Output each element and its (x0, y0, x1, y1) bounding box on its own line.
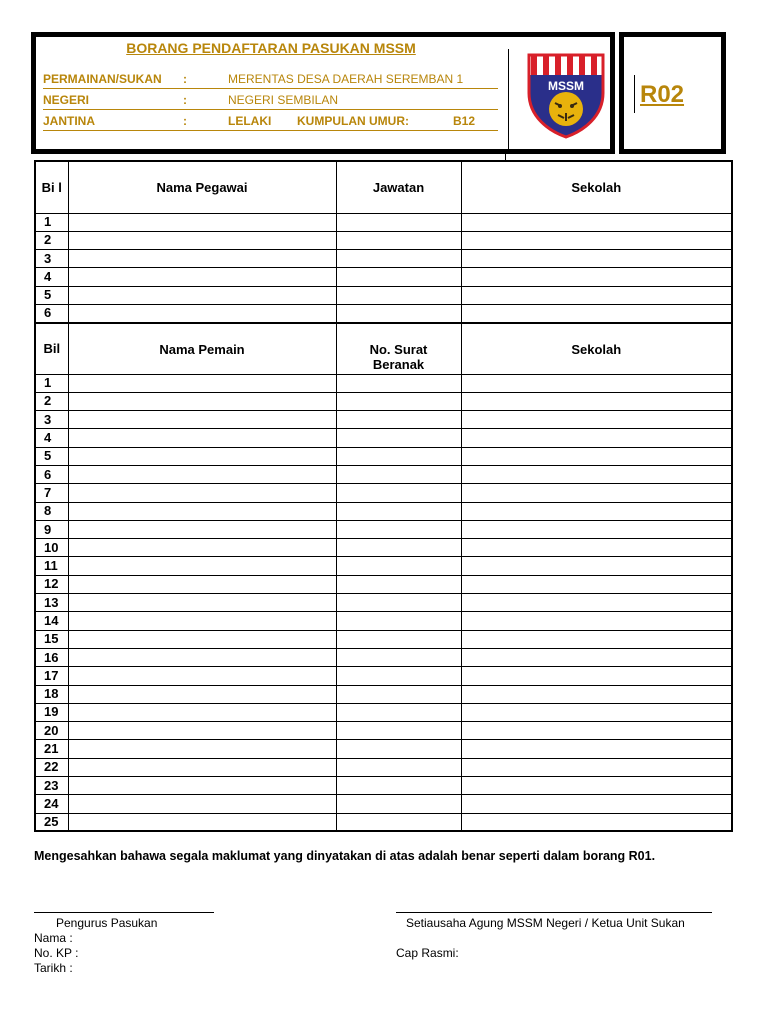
detail-cell[interactable] (336, 250, 461, 268)
header-label: NEGERI (43, 93, 90, 107)
officers-header-row (35, 161, 732, 213)
table-row (35, 758, 732, 776)
name-cell[interactable] (68, 411, 336, 429)
detail-cell[interactable] (336, 213, 461, 231)
row-number: 14 (35, 612, 68, 630)
school-cell[interactable] (461, 484, 732, 502)
mssm-shield-logo (527, 53, 605, 139)
name-cell[interactable] (68, 758, 336, 776)
school-cell[interactable] (461, 557, 732, 575)
detail-cell[interactable] (336, 429, 461, 447)
row-number: 10 (35, 539, 68, 557)
name-cell[interactable] (68, 250, 336, 268)
logo-text: MSSM (548, 79, 584, 93)
table-row (35, 594, 732, 612)
school-cell[interactable] (461, 286, 732, 304)
school-cell[interactable] (461, 392, 732, 410)
name-cell[interactable] (68, 268, 336, 286)
row-number: 12 (35, 575, 68, 593)
row-number: 2 (35, 392, 68, 410)
school-cell[interactable] (461, 250, 732, 268)
header-value: LELAKI (228, 114, 272, 128)
name-cell[interactable] (68, 813, 336, 831)
name-cell[interactable] (68, 429, 336, 447)
detail-cell[interactable] (336, 557, 461, 575)
table-row (35, 685, 732, 703)
table-row (35, 813, 732, 831)
detail-cell[interactable] (336, 594, 461, 612)
header-row-state (43, 92, 498, 110)
row-number: 24 (35, 795, 68, 813)
row-number: 8 (35, 502, 68, 520)
ic-number-field-label: No. KP : (34, 946, 79, 960)
column-header-player-name: Nama Pemain (68, 323, 336, 374)
header-label: JANTINA (43, 114, 96, 128)
header-label: PERMAINAN/SUKAN (43, 72, 162, 86)
row-number: 1 (35, 374, 68, 392)
age-group-value: B12 (453, 114, 476, 128)
table-row (35, 304, 732, 322)
column-header-position: Jawatan (336, 161, 461, 213)
name-cell[interactable] (68, 612, 336, 630)
row-number: 5 (35, 447, 68, 465)
school-cell[interactable] (461, 813, 732, 831)
detail-cell[interactable] (336, 304, 461, 322)
school-cell[interactable] (461, 722, 732, 740)
detail-cell[interactable] (336, 612, 461, 630)
form-title: BORANG PENDAFTARAN PASUKAN MSSM (126, 40, 416, 56)
school-cell[interactable] (461, 231, 732, 249)
detail-cell[interactable] (336, 667, 461, 685)
detail-cell[interactable] (336, 286, 461, 304)
column-header-birth-cert: No. Surat Beranak (336, 323, 461, 374)
school-cell[interactable] (461, 304, 732, 322)
name-cell[interactable] (68, 685, 336, 703)
table-row (35, 465, 732, 483)
header-value: NEGERI SEMBILAN (228, 93, 339, 107)
table-row (35, 250, 732, 268)
name-cell[interactable] (68, 648, 336, 666)
row-number: 7 (35, 484, 68, 502)
detail-cell[interactable] (336, 231, 461, 249)
row-number: 3 (35, 411, 68, 429)
school-cell[interactable] (461, 685, 732, 703)
code-divider (634, 75, 635, 113)
table-row (35, 392, 732, 410)
detail-cell[interactable] (336, 447, 461, 465)
form-code: R02 (640, 81, 685, 108)
name-cell[interactable] (68, 630, 336, 648)
row-number: 25 (35, 813, 68, 831)
name-field-label: Nama : (34, 931, 73, 945)
name-cell[interactable] (68, 667, 336, 685)
official-stamp-label: Cap Rasmi: (396, 946, 459, 960)
table-row (35, 411, 732, 429)
table-row (35, 502, 732, 520)
name-cell[interactable] (68, 722, 336, 740)
table-row (35, 667, 732, 685)
header-row-sport (43, 71, 498, 89)
team-manager-title: Pengurus Pasukan (56, 916, 158, 930)
detail-cell[interactable] (336, 777, 461, 795)
table-row (35, 231, 732, 249)
header-colon: : (183, 93, 187, 107)
table-row (35, 429, 732, 447)
row-number: 6 (35, 465, 68, 483)
school-cell[interactable] (461, 777, 732, 795)
table-row (35, 795, 732, 813)
row-number: 4 (35, 429, 68, 447)
detail-cell[interactable] (336, 268, 461, 286)
detail-cell[interactable] (336, 795, 461, 813)
header-divider (508, 49, 509, 149)
detail-cell[interactable] (336, 758, 461, 776)
school-cell[interactable] (461, 667, 732, 685)
table-row (35, 268, 732, 286)
row-number: 20 (35, 722, 68, 740)
school-cell[interactable] (461, 630, 732, 648)
table-row (35, 575, 732, 593)
secretary-title: Setiausaha Agung MSSM Negeri / Ketua Unit Sukan (406, 916, 685, 930)
table-row (35, 286, 732, 304)
row-number: 4 (35, 268, 68, 286)
school-cell[interactable] (461, 213, 732, 231)
name-cell[interactable] (68, 374, 336, 392)
school-cell[interactable] (461, 758, 732, 776)
name-cell[interactable] (68, 777, 336, 795)
table-row (35, 777, 732, 795)
school-cell[interactable] (461, 612, 732, 630)
form-header (31, 32, 615, 154)
row-number: 18 (35, 685, 68, 703)
row-number: 9 (35, 520, 68, 538)
right-signature-line (396, 912, 712, 913)
table-row (35, 557, 732, 575)
table-row (35, 539, 732, 557)
school-cell[interactable] (461, 411, 732, 429)
school-cell[interactable] (461, 447, 732, 465)
detail-cell[interactable] (336, 465, 461, 483)
age-group-label: KUMPULAN UMUR: (297, 114, 409, 128)
name-cell[interactable] (68, 484, 336, 502)
detail-cell[interactable] (336, 374, 461, 392)
detail-cell[interactable] (336, 722, 461, 740)
row-number: 3 (35, 250, 68, 268)
table-row (35, 630, 732, 648)
table-row (35, 484, 732, 502)
detail-cell[interactable] (336, 813, 461, 831)
detail-cell[interactable] (336, 520, 461, 538)
left-signature-line (34, 912, 214, 913)
school-cell[interactable] (461, 429, 732, 447)
name-cell[interactable] (68, 502, 336, 520)
table-row (35, 612, 732, 630)
players-table (34, 322, 733, 832)
row-number: 13 (35, 594, 68, 612)
row-number: 6 (35, 304, 68, 322)
school-cell[interactable] (461, 795, 732, 813)
school-cell[interactable] (461, 502, 732, 520)
school-cell[interactable] (461, 740, 732, 758)
school-cell[interactable] (461, 465, 732, 483)
school-cell[interactable] (461, 539, 732, 557)
name-cell[interactable] (68, 520, 336, 538)
school-cell[interactable] (461, 594, 732, 612)
school-cell[interactable] (461, 520, 732, 538)
column-header-officer-name: Nama Pegawai (68, 161, 336, 213)
name-cell[interactable] (68, 304, 336, 322)
table-row (35, 213, 732, 231)
table-row (35, 447, 732, 465)
header-row-gender (43, 113, 498, 131)
header-colon: : (183, 114, 187, 128)
school-cell[interactable] (461, 575, 732, 593)
name-cell[interactable] (68, 231, 336, 249)
officers-table (34, 160, 733, 324)
row-number: 15 (35, 630, 68, 648)
detail-cell[interactable] (336, 392, 461, 410)
date-field-label: Tarikh : (34, 961, 73, 975)
detail-cell[interactable] (336, 411, 461, 429)
name-cell[interactable] (68, 286, 336, 304)
column-header-school: Sekolah (461, 161, 732, 213)
name-cell[interactable] (68, 594, 336, 612)
table-row (35, 722, 732, 740)
name-cell[interactable] (68, 703, 336, 721)
row-number: 17 (35, 667, 68, 685)
row-number: 21 (35, 740, 68, 758)
certification-statement: Mengesahkan bahawa segala maklumat yang dinyatakan di atas adalah benar seperti dalam borang R01. (34, 849, 656, 863)
detail-cell[interactable] (336, 575, 461, 593)
school-cell[interactable] (461, 648, 732, 666)
detail-cell[interactable] (336, 685, 461, 703)
header-colon: : (183, 72, 187, 86)
name-cell[interactable] (68, 447, 336, 465)
school-cell[interactable] (461, 268, 732, 286)
header-value: MERENTAS DESA DAERAH SEREMBAN 1 (228, 72, 464, 86)
school-cell[interactable] (461, 703, 732, 721)
column-header-school: Sekolah (461, 323, 732, 374)
name-cell[interactable] (68, 392, 336, 410)
detail-cell[interactable] (336, 502, 461, 520)
table-row (35, 703, 732, 721)
row-number: 16 (35, 648, 68, 666)
players-header-row (35, 323, 732, 374)
name-cell[interactable] (68, 557, 336, 575)
name-cell[interactable] (68, 795, 336, 813)
row-number: 23 (35, 777, 68, 795)
school-cell[interactable] (461, 374, 732, 392)
table-row (35, 520, 732, 538)
name-cell[interactable] (68, 213, 336, 231)
detail-cell[interactable] (336, 539, 461, 557)
detail-cell[interactable] (336, 740, 461, 758)
name-cell[interactable] (68, 575, 336, 593)
detail-cell[interactable] (336, 484, 461, 502)
row-number: 22 (35, 758, 68, 776)
row-number: 1 (35, 213, 68, 231)
table-row (35, 374, 732, 392)
row-number: 5 (35, 286, 68, 304)
table-row (35, 740, 732, 758)
row-number: 2 (35, 231, 68, 249)
name-cell[interactable] (68, 740, 336, 758)
table-row (35, 648, 732, 666)
name-cell[interactable] (68, 465, 336, 483)
column-header-bil: Bil (35, 323, 68, 374)
form-code-box (619, 32, 726, 154)
column-header-bil: Bi l (35, 161, 68, 213)
name-cell[interactable] (68, 539, 336, 557)
row-number: 11 (35, 557, 68, 575)
detail-cell[interactable] (336, 648, 461, 666)
detail-cell[interactable] (336, 630, 461, 648)
detail-cell[interactable] (336, 703, 461, 721)
row-number: 19 (35, 703, 68, 721)
